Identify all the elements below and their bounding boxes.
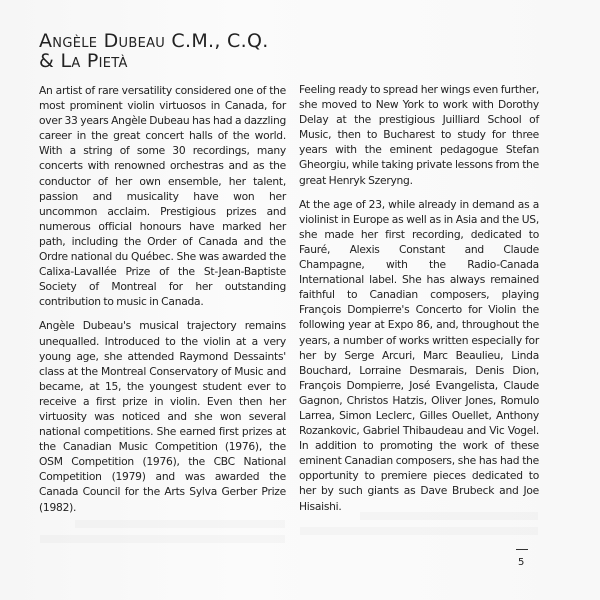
title-line-2: & La Pietà <box>39 50 128 72</box>
page-title <box>39 31 299 71</box>
paragraph-career-overview: An artist of rare versatility considered one of the most prominent violin virtuosos in Canada, for over 33 years Angèle Dubeau has had a dazzling career in the great concert halls of the world. With a string of some 30 recordings, many concerts with renowned orchestras and as the conductor of her own ensemble, her talent, passion and musicality have won her uncommon acclaim. Prestigious prizes and numerous official honours have marked her path, including the Order of Canada and the Ordre national du Québec. She was awarded the Calixa-Lavallée Prize of the St-Jean-Baptiste Society of Montreal for her outstanding contribution to music in Canada. <box>39 84 286 309</box>
folio-rule <box>516 549 528 550</box>
show-through-mark <box>40 535 285 543</box>
show-through-mark <box>300 527 538 535</box>
title-line-1: Angèle Dubeau C.M., C.Q. <box>39 30 269 52</box>
paragraph-studies-abroad: Feeling ready to spread her wings even further, she moved to New York to work with Dorothy Delay at the prestigious Juilliard School of Music, then to Bucharest to study for three years with the eminent pedagogue Stefan Gheorgiu, while taking private lessons from the great Henryk Szeryng. <box>299 83 539 187</box>
page-number: 5 <box>518 557 525 568</box>
paragraph-musical-trajectory: Angèle Dubeau's musical trajectory remains unequalled. Introduced to the violin at a very young age, she attended Raymond Dessaints' class at the Montreal Conservatory of Music and became, at 15, the youngest student ever to receive a first prize in violin. Even then her virtuosity was noticed and she won several national competitions. She earned first prizes at the Canadian Music Competition (1976), the OSM Competition (1976), the CBC National Competition (1979) and was awarded the Canada Council for the Arts Sylva Gerber Prize (1982). <box>39 319 286 514</box>
right-column <box>299 82 539 523</box>
paragraph-recordings-composers: At the age of 23, while already in demand as a violinist in Europe as well as in Asia and the US, she made her first recording, dedicated to Fauré, Alexis Constant and Claude Champagne, with the Radio-Canada International label. She has always remained faithful to Canadian composers, playing François Dompierre's Concerto for Violin the following year at Expo 86, and, throughout the years, a number of works written especially for her by Serge Arcuri, Marc Beaulieu, Linda Bouchard, Lorraine Desmarais, Denis Dion, François Dompierre, José Evangelista, Claude Gagnon, Christos Hatzis, Oliver Jones, Romulo Larrea, Simon Leclerc, Gilles Ouellet, Anthony Rozankovic, Gabriel Thibaudeau and Vic Vogel. In addition to promoting the work of these eminent Canadian composers, she has had the opportunity to premiere pieces dedicated to her by such giants as Dave Brubeck and Joe Hisaishi. <box>299 197 539 513</box>
left-column <box>39 83 286 524</box>
